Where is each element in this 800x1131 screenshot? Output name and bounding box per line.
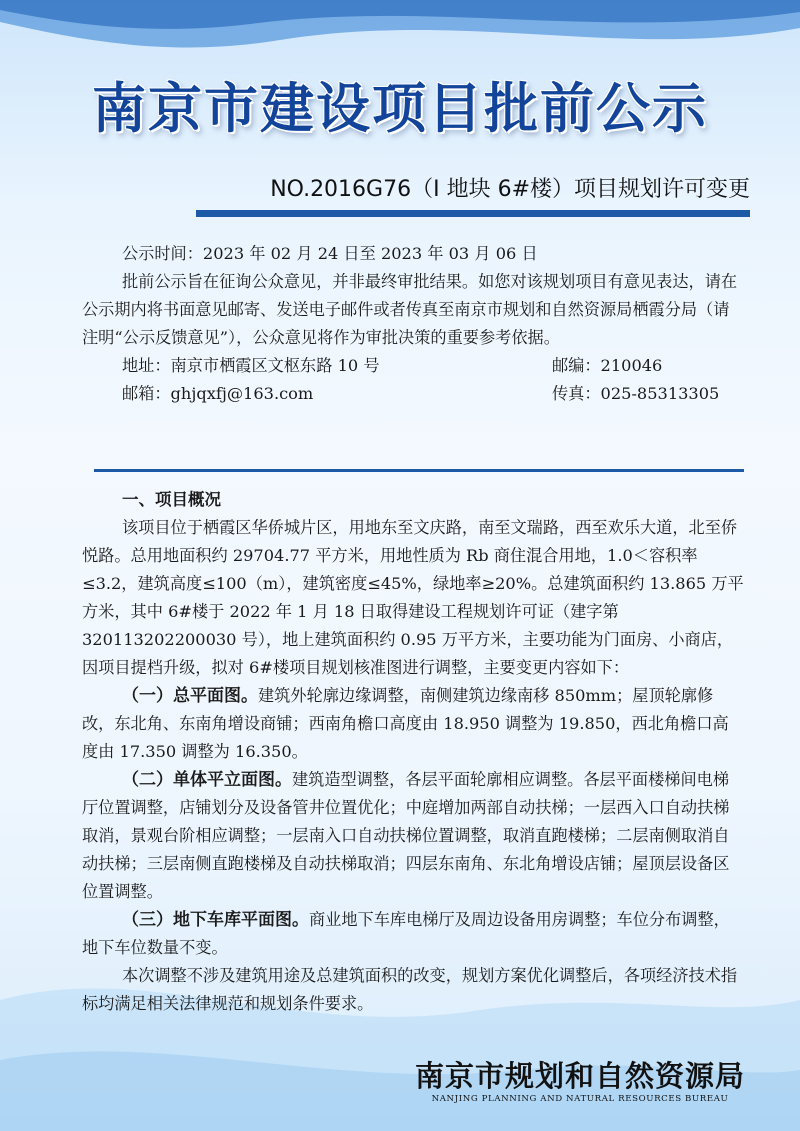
change-item-2-text: 建筑造型调整，各层平面轮廓相应调整。各层平面楼梯间电梯厅位置调整，店铺划分及设备管井位置优化；中庭增加两部自动扶梯；一层西入口自动扶梯取消，景观台阶相应调整；一层南入口自动扶梯位置调整，取消直跑楼梯；二层南侧取消自动扶梯；三层南侧直跑楼梯及自动扶梯取消；四层东南角、东北角增设店铺；屋顶层设备区位置调整。 — [82, 770, 730, 901]
change-item-3-label: （三）地下车库平面图。 — [122, 910, 309, 930]
overview-section — [82, 486, 744, 1018]
bureau-name-en: NANJING PLANNING AND NATURAL RESOURCES BUREAU — [431, 1094, 729, 1104]
subtitle-underline — [196, 210, 750, 217]
change-item-1-label: （一）总平面图。 — [122, 686, 258, 706]
change-item-2 — [82, 766, 744, 906]
notice-section — [82, 240, 744, 408]
project-subtitle: NO.2016G76（I 地块 6#楼）项目规划许可变更 — [270, 177, 750, 202]
postcode-text: 邮编：210046 — [552, 356, 663, 375]
page-title: 南京市建设项目批前公示 — [92, 77, 708, 140]
address-text: 地址：南京市栖霞区文枢东路 10 号 — [122, 356, 380, 375]
change-item-1-text: 建筑外轮廓边缘调整，南侧建筑边缘南移 850mm；屋顶轮廓修改，东北角、东南角增设商铺；西南角檐口高度由 18.950 调整为 19.850，西北角檐口高度由 17.350 调整为 16.350。 — [82, 686, 729, 761]
overview-intro: 该项目位于栖霞区华侨城片区，用地东至文庆路，南至文瑞路，西至欢乐大道，北至侨悦路。总用地面积约 29704.77 平方米，用地性质为 Rb 商住混合用地，1.0＜容积率≤3.2，建筑高度≤100（m），建筑密度≤45%，绿地率≥20%。总建筑面积约 13.865 万平方米，其中 6#楼于 2022 年 1 月 18 日取得建设工程规划许可证（建字第 320113202200030 号），地上建筑面积约 0.95 万平方米，主要功能为门面房、小商店，因项目提档升级，拟对 6#楼项目规划核准图进行调整，主要变更内容如下： — [82, 518, 744, 677]
change-item-3 — [82, 906, 744, 962]
notice-purpose: 批前公示旨在征询公众意见，并非最终审批结果。如您对该规划项目有意见表达，请在公示期内将书面意见邮寄、发送电子邮件或者传真至南京市规划和自然资源局栖霞分局（请注明“公示反馈意见”），公众意见将作为审批决策的重要参考依据。 — [82, 272, 738, 347]
overview-heading: 一、项目概况 — [122, 490, 221, 509]
bureau-name-cn: 南京市规划和自然资源局 — [414, 1059, 745, 1093]
contact-row-2 — [82, 380, 744, 408]
fax-text: 传真：025-85313305 — [552, 384, 720, 403]
contact-row-1 — [82, 352, 744, 380]
section-divider — [94, 469, 744, 472]
change-item-1 — [82, 682, 744, 766]
change-item-3-text: 商业地下车库电梯厅及周边设备用房调整；车位分布调整，地下车位数量不变。 — [82, 910, 730, 957]
overview-conclusion: 本次调整不涉及建筑用途及总建筑面积的改变，规划方案优化调整后，各项经济技术指标均满足相关法律规范和规划条件要求。 — [82, 966, 738, 1013]
email-text: 邮箱：ghjqxfj@163.com — [122, 384, 314, 403]
notice-time: 公示时间：2023 年 02 月 24 日至 2023 年 03 月 06 日 — [122, 244, 538, 263]
change-item-2-label: （二）单体平立面图。 — [122, 770, 292, 790]
